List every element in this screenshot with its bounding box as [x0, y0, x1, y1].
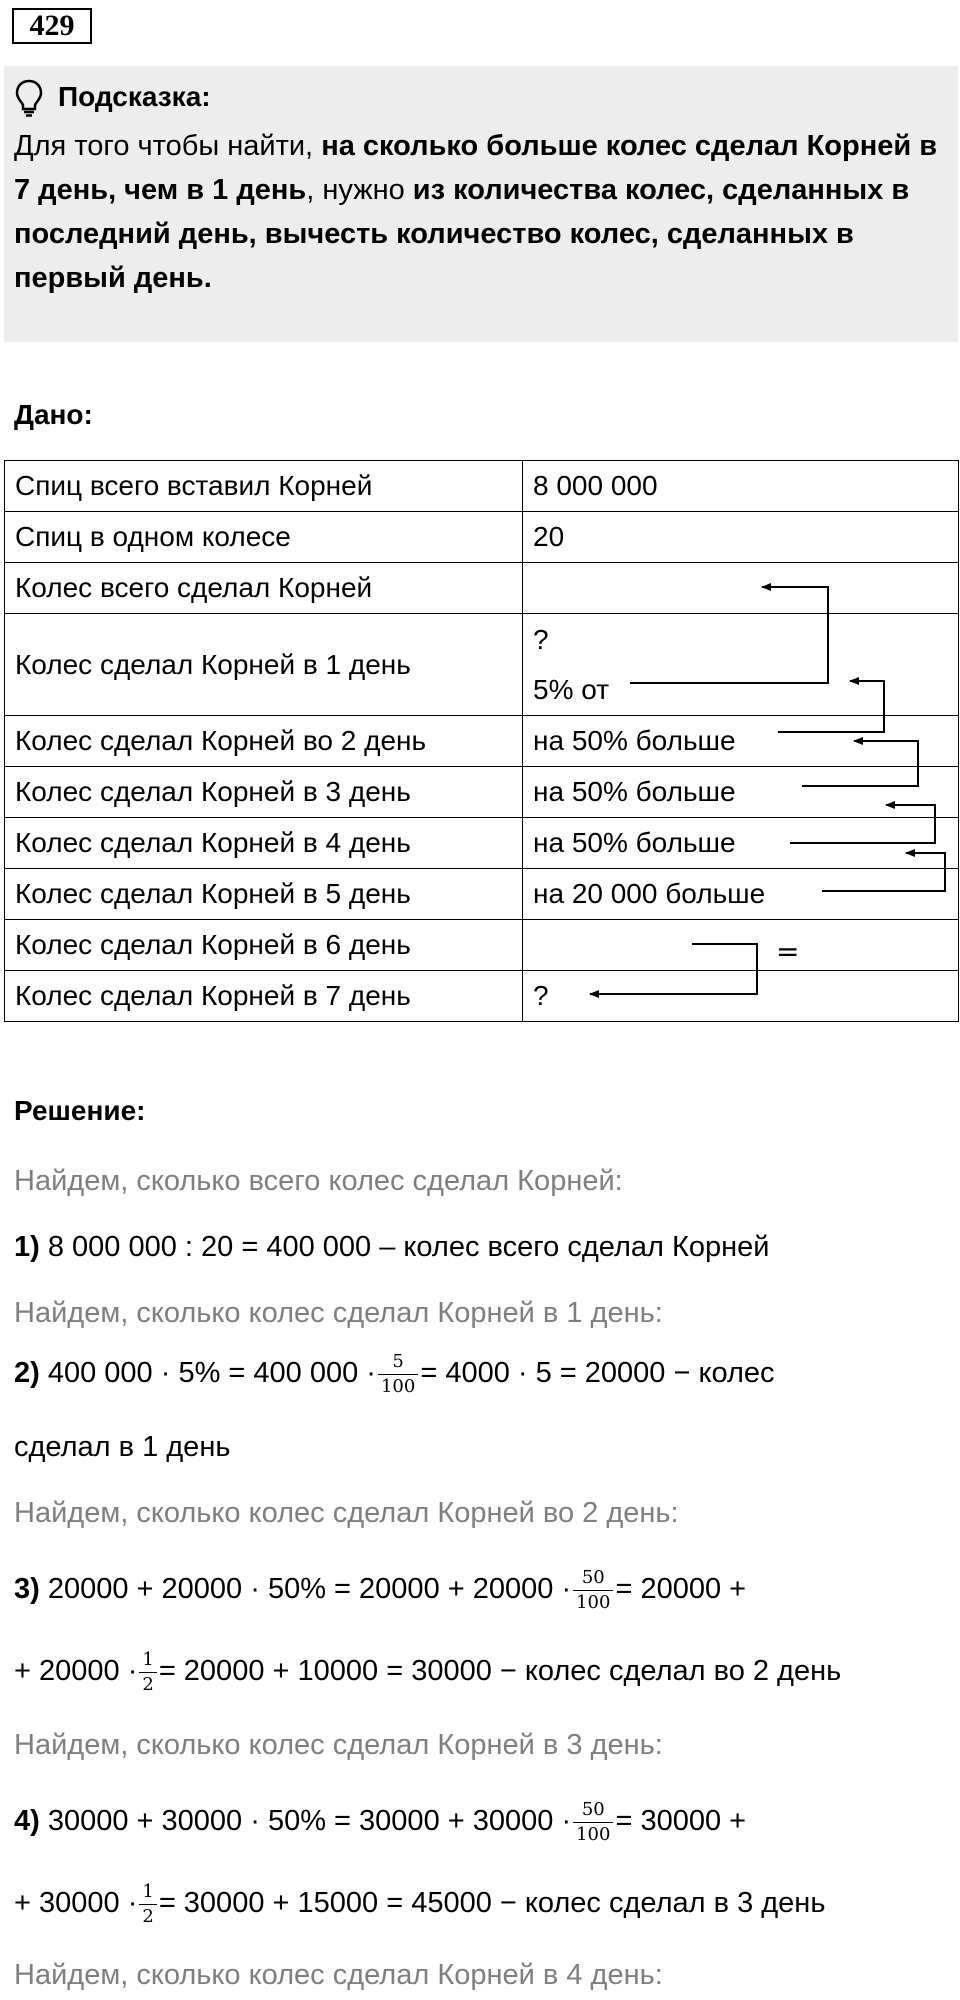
solution-title: Решение: — [14, 1095, 146, 1126]
given-value: на 50% больше — [523, 767, 959, 818]
given-label: Колес сделал Корней во 2 день — [5, 716, 523, 767]
given-value-line: ? — [533, 623, 549, 655]
given-label: Спиц всего вставил Корней — [5, 461, 523, 512]
given-value — [523, 614, 959, 716]
given-value: ? — [523, 971, 959, 1022]
given-value: на 20 000 больше — [523, 869, 959, 920]
step-comment: Найдем, сколько всего колес сделал Корней: — [14, 1165, 623, 1197]
lightbulb-icon — [14, 78, 44, 118]
given-label: Колес сделал Корней в 6 день — [5, 920, 523, 971]
table-row — [5, 512, 959, 563]
given-label: Колес всего сделал Корней — [5, 563, 523, 614]
step-line: 3) 20000 + 20000 · 50% = 20000 + 20000 · $\frac{50}{100}$ = 20000 + — [14, 1567, 747, 1613]
table-row — [5, 818, 959, 869]
given-value — [523, 563, 959, 614]
table-row — [5, 971, 959, 1022]
step-comment: Найдем, сколько колес сделал Корней в 3 день: — [14, 1729, 663, 1761]
given-label: Колес сделал Корней в 4 день — [5, 818, 523, 869]
given-value-line: 5% от — [533, 673, 610, 705]
fraction: $\frac{1}{2}$ — [139, 1882, 156, 1927]
step-line: 2) 400 000 · 5% = 400 000 · $\frac{5}{100}$ = 4000 · 5 = 20000 − колес — [14, 1351, 775, 1397]
fraction: $\frac{50}{100}$ — [573, 1800, 613, 1845]
given-table — [4, 460, 959, 1022]
given-label: Колес сделал Корней в 7 день — [5, 971, 523, 1022]
fraction: $\frac{1}{2}$ — [139, 1650, 156, 1695]
step-line: сделал в 1 день — [14, 1431, 231, 1463]
step-line: + 20000 · $\frac{1}{2}$ = 20000 + 10000 = 30000 − колес сделал во 2 день — [14, 1649, 842, 1695]
fraction: $\frac{50}{100}$ — [573, 1568, 613, 1613]
given-label: Колес сделал Корней в 1 день — [5, 614, 523, 716]
hint-text: Для того чтобы найти, на сколько больше колес сделал Корней в 7 день, чем в 1 день, нужно из количества колес, сделанных в последний день, вычесть количество колес, сделанных в первый день. — [14, 130, 938, 294]
step-line: + 30000 · $\frac{1}{2}$ = 30000 + 15000 = 45000 − колес сделал в 3 день — [14, 1881, 826, 1927]
step-comment: Найдем, сколько колес сделал Корней во 2 день: — [14, 1497, 679, 1529]
given-value: 8 000 000 — [523, 461, 959, 512]
table-row — [5, 563, 959, 614]
step-line: 4) 30000 + 30000 · 50% = 30000 + 30000 · $\frac{50}{100}$ = 30000 + — [14, 1799, 747, 1845]
given-title: Дано: — [14, 399, 93, 430]
given-label: Колес сделал Корней в 5 день — [5, 869, 523, 920]
given-label: Колес сделал Корней в 3 день — [5, 767, 523, 818]
hint-title: Подсказка: — [58, 81, 211, 112]
given-value: 20 — [523, 512, 959, 563]
step-line: 1) 8 000 000 : 20 = 400 000 – колес всего сделал Корней — [14, 1231, 770, 1263]
table-row — [5, 716, 959, 767]
task-number: 429 — [12, 8, 92, 44]
table-row — [5, 767, 959, 818]
given-value: на 50% больше — [523, 818, 959, 869]
given-value — [523, 920, 959, 971]
fraction: $\frac{5}{100}$ — [378, 1352, 418, 1397]
equals-mark: = — [776, 935, 800, 968]
table-row — [5, 461, 959, 512]
table-row — [5, 614, 959, 716]
step-comment: Найдем, сколько колес сделал Корней в 1 день: — [14, 1297, 663, 1329]
table-row — [5, 920, 959, 971]
table-row — [5, 869, 959, 920]
given-label: Спиц в одном колесе — [5, 512, 523, 563]
step-comment: Найдем, сколько колес сделал Корней в 4 день: — [14, 1959, 663, 1991]
given-value: на 50% больше — [523, 716, 959, 767]
